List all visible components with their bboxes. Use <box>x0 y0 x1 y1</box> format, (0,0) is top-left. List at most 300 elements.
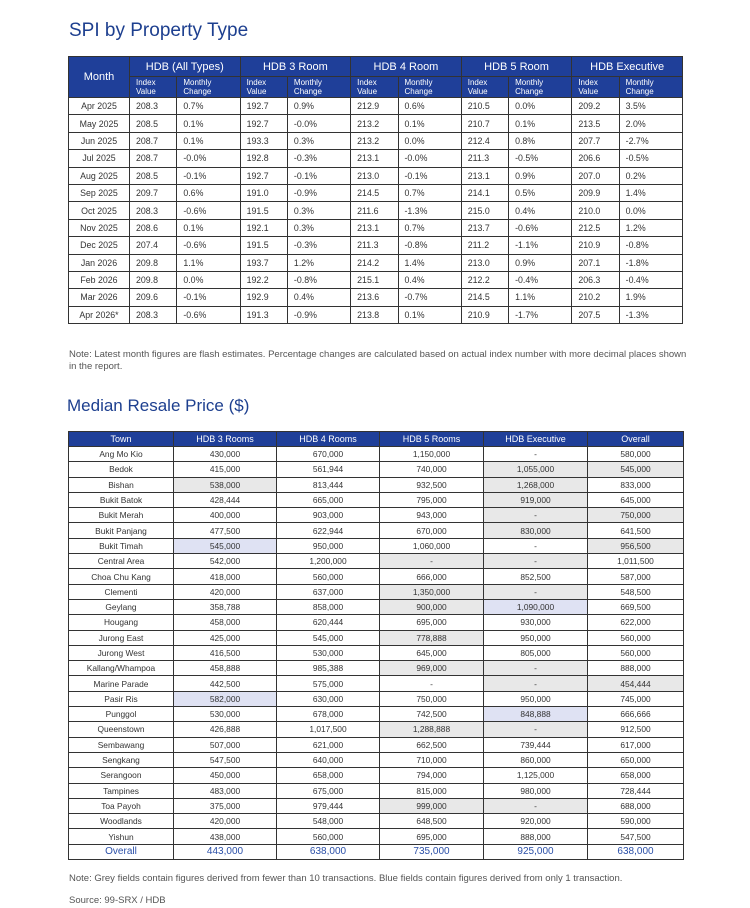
price-cell: 740,000 <box>380 462 484 477</box>
price-cell: 985,388 <box>277 661 380 676</box>
spi-change-cell: 1.9% <box>619 289 682 306</box>
price-cell: 739,444 <box>484 737 588 752</box>
spi-change-cell: -0.6% <box>177 202 240 219</box>
spi-header-3room: HDB 3 Room <box>240 57 351 77</box>
spi-change-cell: 0.4% <box>509 202 572 219</box>
median-row <box>69 676 684 691</box>
spi-index-cell: 192.8 <box>240 150 287 167</box>
spi-table <box>68 56 683 324</box>
spi-change-cell: 0.5% <box>509 184 572 201</box>
town-cell: Marine Parade <box>69 676 174 691</box>
spi-change-cell: 0.1% <box>398 115 461 132</box>
spi-index-cell: 207.1 <box>572 254 619 271</box>
spi-change-cell: -0.1% <box>177 289 240 306</box>
spi-index-cell: 191.5 <box>240 237 287 254</box>
spi-index-cell: 191.0 <box>240 184 287 201</box>
spi-row <box>69 98 683 115</box>
spi-index-cell: 192.7 <box>240 115 287 132</box>
spi-index-cell: 192.7 <box>240 167 287 184</box>
price-cell: 980,000 <box>484 783 588 798</box>
spi-index-cell: 213.0 <box>461 254 508 271</box>
price-cell: 999,000 <box>380 798 484 813</box>
median-price-table <box>68 431 684 860</box>
price-cell: 860,000 <box>484 752 588 767</box>
median-row <box>69 661 684 676</box>
town-cell: Hougang <box>69 615 174 630</box>
source-note: Source: 99-SRX / HDB <box>69 895 166 906</box>
town-cell: Choa Chu Kang <box>69 569 174 584</box>
price-cell: 587,000 <box>588 569 684 584</box>
price-cell: 530,000 <box>174 707 277 722</box>
spi-change-cell: -0.6% <box>509 219 572 236</box>
spi-index-cell: 191.3 <box>240 306 287 323</box>
price-cell: 666,666 <box>588 707 684 722</box>
spi-change-cell: 1.4% <box>619 184 682 201</box>
spi-change-cell: 0.3% <box>287 202 350 219</box>
spi-subheader-index: Index Value <box>240 77 287 98</box>
price-cell: - <box>380 554 484 569</box>
overall-price-cell: 638,000 <box>277 844 380 859</box>
spi-subheader-change: Monthly Change <box>287 77 350 98</box>
median-row <box>69 492 684 507</box>
spi-change-cell: 1.2% <box>287 254 350 271</box>
price-cell: 833,000 <box>588 477 684 492</box>
overall-price-cell: 638,000 <box>588 844 684 859</box>
median-row <box>69 523 684 538</box>
price-cell: 418,000 <box>174 569 277 584</box>
price-cell: 560,000 <box>277 829 380 844</box>
spi-index-cell: 214.5 <box>351 184 398 201</box>
price-cell: 582,000 <box>174 691 277 706</box>
spi-month-cell: Apr 2025 <box>69 98 130 115</box>
price-cell: 888,000 <box>484 829 588 844</box>
price-cell: 590,000 <box>588 814 684 829</box>
spi-change-cell: 0.2% <box>619 167 682 184</box>
median-row <box>69 645 684 660</box>
town-cell: Bedok <box>69 462 174 477</box>
town-cell: Sembawang <box>69 737 174 752</box>
price-cell: 956,500 <box>588 538 684 553</box>
median-row <box>69 737 684 752</box>
spi-index-cell: 213.7 <box>461 219 508 236</box>
price-cell: 547,500 <box>588 829 684 844</box>
spi-subheader-change: Monthly Change <box>619 77 682 98</box>
spi-change-cell: -0.9% <box>287 306 350 323</box>
spi-table-body <box>69 98 683 324</box>
town-cell: Jurong West <box>69 645 174 660</box>
spi-change-cell: 1.1% <box>509 289 572 306</box>
spi-change-cell: 0.9% <box>287 98 350 115</box>
spi-row <box>69 306 683 323</box>
spi-index-cell: 208.3 <box>130 306 177 323</box>
price-cell: 358,788 <box>174 599 277 614</box>
spi-header-row <box>69 57 683 77</box>
median-header-exec: HDB Executive <box>484 432 588 447</box>
town-cell: Serangoon <box>69 768 174 783</box>
spi-index-cell: 208.5 <box>130 167 177 184</box>
town-cell: Toa Payoh <box>69 798 174 813</box>
town-cell: Clementi <box>69 584 174 599</box>
price-cell: 1,017,500 <box>277 722 380 737</box>
town-cell: Woodlands <box>69 814 174 829</box>
spi-index-cell: 212.9 <box>351 98 398 115</box>
spi-row <box>69 167 683 184</box>
spi-change-cell: 0.9% <box>509 254 572 271</box>
spi-row <box>69 271 683 288</box>
overall-price-cell: 735,000 <box>380 844 484 859</box>
spi-change-cell: 0.1% <box>509 115 572 132</box>
spi-change-cell: -1.8% <box>619 254 682 271</box>
spi-header-5room: HDB 5 Room <box>461 57 572 77</box>
spi-index-cell: 192.7 <box>240 98 287 115</box>
price-cell: 645,000 <box>380 645 484 660</box>
town-cell: Bukit Panjang <box>69 523 174 538</box>
price-cell: 969,000 <box>380 661 484 676</box>
spi-change-cell: -0.8% <box>287 271 350 288</box>
spi-header-all: HDB (All Types) <box>130 57 241 77</box>
price-cell: 695,000 <box>380 615 484 630</box>
spi-month-cell: Feb 2026 <box>69 271 130 288</box>
price-cell: 888,000 <box>588 661 684 676</box>
price-cell: 930,000 <box>484 615 588 630</box>
spi-index-cell: 209.8 <box>130 254 177 271</box>
price-cell: - <box>484 676 588 691</box>
spi-change-cell: 1.1% <box>177 254 240 271</box>
spi-index-cell: 209.6 <box>130 289 177 306</box>
spi-index-cell: 207.7 <box>572 132 619 149</box>
price-cell: 575,000 <box>277 676 380 691</box>
median-header-4rooms: HDB 4 Rooms <box>277 432 380 447</box>
overall-label-cell: Overall <box>69 844 174 859</box>
median-row <box>69 798 684 813</box>
spi-index-cell: 207.5 <box>572 306 619 323</box>
median-row <box>69 722 684 737</box>
price-cell: 1,200,000 <box>277 554 380 569</box>
price-cell: 1,125,000 <box>484 768 588 783</box>
spi-change-cell: -1.3% <box>619 306 682 323</box>
price-cell: 560,000 <box>588 645 684 660</box>
spi-index-cell: 209.2 <box>572 98 619 115</box>
spi-subheader-change: Monthly Change <box>177 77 240 98</box>
spi-row <box>69 289 683 306</box>
town-cell: Sengkang <box>69 752 174 767</box>
spi-index-cell: 191.5 <box>240 202 287 219</box>
price-cell: 450,000 <box>174 768 277 783</box>
spi-index-cell: 214.1 <box>461 184 508 201</box>
median-overall-row <box>69 844 684 859</box>
median-row <box>69 462 684 477</box>
price-cell: 900,000 <box>380 599 484 614</box>
price-cell: 641,500 <box>588 523 684 538</box>
price-cell: 932,500 <box>380 477 484 492</box>
spi-change-cell: 0.3% <box>287 219 350 236</box>
spi-index-cell: 192.9 <box>240 289 287 306</box>
price-cell: 442,500 <box>174 676 277 691</box>
spi-index-cell: 209.8 <box>130 271 177 288</box>
spi-change-cell: 0.0% <box>619 202 682 219</box>
price-cell: 622,000 <box>588 615 684 630</box>
price-cell: 852,500 <box>484 569 588 584</box>
spi-change-cell: -0.1% <box>177 167 240 184</box>
spi-index-cell: 210.5 <box>461 98 508 115</box>
price-cell: 458,000 <box>174 615 277 630</box>
spi-change-cell: -0.8% <box>619 237 682 254</box>
price-cell: 688,000 <box>588 798 684 813</box>
spi-change-cell: -1.3% <box>398 202 461 219</box>
spi-change-cell: 0.6% <box>177 184 240 201</box>
median-row <box>69 691 684 706</box>
spi-month-cell: May 2025 <box>69 115 130 132</box>
spi-index-cell: 213.1 <box>351 219 398 236</box>
price-cell: 943,000 <box>380 508 484 523</box>
spi-change-cell: 0.9% <box>509 167 572 184</box>
spi-index-cell: 214.2 <box>351 254 398 271</box>
spi-month-cell: Jan 2026 <box>69 254 130 271</box>
median-header-3rooms: HDB 3 Rooms <box>174 432 277 447</box>
price-cell: 617,000 <box>588 737 684 752</box>
price-cell: 750,000 <box>380 691 484 706</box>
price-cell: 903,000 <box>277 508 380 523</box>
median-note: Note: Grey fields contain figures derived from fewer than 10 transactions. Blue fields contain figures derived from only 1 transaction. <box>69 873 623 884</box>
spi-index-cell: 211.2 <box>461 237 508 254</box>
spi-index-cell: 213.6 <box>351 289 398 306</box>
spi-index-cell: 213.0 <box>351 167 398 184</box>
price-cell: - <box>484 447 588 462</box>
price-cell: 621,000 <box>277 737 380 752</box>
spi-index-cell: 211.3 <box>461 150 508 167</box>
median-row <box>69 829 684 844</box>
town-cell: Bishan <box>69 477 174 492</box>
spi-change-cell: -2.7% <box>619 132 682 149</box>
median-row <box>69 707 684 722</box>
spi-change-cell: 0.1% <box>398 306 461 323</box>
price-cell: 1,011,500 <box>588 554 684 569</box>
price-cell: 420,000 <box>174 584 277 599</box>
price-cell: 662,500 <box>380 737 484 752</box>
spi-change-cell: 0.4% <box>398 271 461 288</box>
spi-change-cell: 2.0% <box>619 115 682 132</box>
price-cell: 979,444 <box>277 798 380 813</box>
spi-month-cell: Oct 2025 <box>69 202 130 219</box>
price-cell: - <box>484 722 588 737</box>
spi-title: SPI by Property Type <box>69 20 249 41</box>
price-cell: 695,000 <box>380 829 484 844</box>
median-row <box>69 768 684 783</box>
price-cell: - <box>484 661 588 676</box>
spi-index-cell: 213.1 <box>351 150 398 167</box>
price-cell: - <box>484 538 588 553</box>
spi-row <box>69 237 683 254</box>
spi-change-cell: 0.0% <box>177 271 240 288</box>
price-cell: 561,944 <box>277 462 380 477</box>
spi-row <box>69 115 683 132</box>
spi-index-cell: 210.9 <box>572 237 619 254</box>
price-cell: 1,055,000 <box>484 462 588 477</box>
price-cell: 666,000 <box>380 569 484 584</box>
median-row <box>69 584 684 599</box>
price-cell: 813,444 <box>277 477 380 492</box>
spi-change-cell: -1.7% <box>509 306 572 323</box>
price-cell: 622,944 <box>277 523 380 538</box>
price-cell: 416,500 <box>174 645 277 660</box>
spi-month-cell: Aug 2025 <box>69 167 130 184</box>
town-cell: Punggol <box>69 707 174 722</box>
price-cell: 912,500 <box>588 722 684 737</box>
price-cell: 426,888 <box>174 722 277 737</box>
price-cell: 477,500 <box>174 523 277 538</box>
price-cell: 1,150,000 <box>380 447 484 462</box>
spi-index-cell: 208.3 <box>130 202 177 219</box>
price-cell: 560,000 <box>588 630 684 645</box>
median-header-5rooms: HDB 5 Rooms <box>380 432 484 447</box>
spi-month-cell: Nov 2025 <box>69 219 130 236</box>
price-cell: 620,444 <box>277 615 380 630</box>
spi-change-cell: 0.7% <box>398 184 461 201</box>
price-cell: 805,000 <box>484 645 588 660</box>
spi-subheader-index: Index Value <box>572 77 619 98</box>
spi-change-cell: -0.0% <box>287 115 350 132</box>
median-row <box>69 599 684 614</box>
town-cell: Bukit Batok <box>69 492 174 507</box>
price-cell: 858,000 <box>277 599 380 614</box>
price-cell: 645,000 <box>588 492 684 507</box>
spi-month-cell: Dec 2025 <box>69 237 130 254</box>
town-cell: Ang Mo Kio <box>69 447 174 462</box>
price-cell: 1,090,000 <box>484 599 588 614</box>
spi-change-cell: -0.8% <box>398 237 461 254</box>
price-cell: 669,500 <box>588 599 684 614</box>
spi-index-cell: 210.0 <box>572 202 619 219</box>
price-cell: 548,000 <box>277 814 380 829</box>
spi-change-cell: 0.0% <box>509 98 572 115</box>
price-cell: 710,000 <box>380 752 484 767</box>
spi-index-cell: 215.1 <box>351 271 398 288</box>
spi-subheader-index: Index Value <box>461 77 508 98</box>
spi-index-cell: 209.9 <box>572 184 619 201</box>
spi-index-cell: 213.2 <box>351 132 398 149</box>
spi-index-cell: 211.3 <box>351 237 398 254</box>
spi-index-cell: 193.3 <box>240 132 287 149</box>
price-cell: 1,060,000 <box>380 538 484 553</box>
spi-index-cell: 212.4 <box>461 132 508 149</box>
median-row <box>69 569 684 584</box>
price-cell: 745,000 <box>588 691 684 706</box>
price-cell: 400,000 <box>174 508 277 523</box>
spi-change-cell: -0.3% <box>287 150 350 167</box>
price-cell: 670,000 <box>277 447 380 462</box>
overall-price-cell: 925,000 <box>484 844 588 859</box>
price-cell: 794,000 <box>380 768 484 783</box>
price-cell: 438,000 <box>174 829 277 844</box>
price-cell: 545,000 <box>277 630 380 645</box>
price-cell: 750,000 <box>588 508 684 523</box>
spi-index-cell: 208.5 <box>130 115 177 132</box>
price-cell: 742,500 <box>380 707 484 722</box>
price-cell: 650,000 <box>588 752 684 767</box>
spi-row <box>69 184 683 201</box>
town-cell: Jurong East <box>69 630 174 645</box>
spi-month-cell: Mar 2026 <box>69 289 130 306</box>
median-title: Median Resale Price ($) <box>67 396 250 415</box>
median-row <box>69 783 684 798</box>
spi-subheader-index: Index Value <box>130 77 177 98</box>
price-cell: 530,000 <box>277 645 380 660</box>
spi-subheader-row <box>69 77 683 98</box>
spi-index-cell: 193.7 <box>240 254 287 271</box>
spi-change-cell: -0.1% <box>398 167 461 184</box>
spi-month-cell: Apr 2026* <box>69 306 130 323</box>
price-cell: 950,000 <box>277 538 380 553</box>
spi-change-cell: -0.5% <box>619 150 682 167</box>
spi-index-cell: 213.8 <box>351 306 398 323</box>
spi-index-cell: 208.7 <box>130 132 177 149</box>
spi-month-cell: Sep 2025 <box>69 184 130 201</box>
price-cell: 538,000 <box>174 477 277 492</box>
price-cell: 545,000 <box>588 462 684 477</box>
spi-row <box>69 254 683 271</box>
price-cell: 547,500 <box>174 752 277 767</box>
median-row <box>69 554 684 569</box>
spi-note: Note: Latest month figures are flash estimates. Percentage changes are calculated based on actual index number with more decimal places shown in the report. <box>69 349 687 372</box>
spi-subheader-change: Monthly Change <box>509 77 572 98</box>
price-cell: 630,000 <box>277 691 380 706</box>
spi-subheader-change: Monthly Change <box>398 77 461 98</box>
median-table-body <box>69 447 684 860</box>
price-cell: 665,000 <box>277 492 380 507</box>
price-cell: - <box>484 508 588 523</box>
price-cell: 815,000 <box>380 783 484 798</box>
spi-row <box>69 219 683 236</box>
spi-header-4room: HDB 4 Room <box>351 57 462 77</box>
median-row <box>69 630 684 645</box>
spi-change-cell: -1.1% <box>509 237 572 254</box>
spi-index-cell: 212.5 <box>572 219 619 236</box>
price-cell: 375,000 <box>174 798 277 813</box>
spi-change-cell: -0.7% <box>398 289 461 306</box>
spi-change-cell: 3.5% <box>619 98 682 115</box>
spi-change-cell: 1.4% <box>398 254 461 271</box>
town-cell: Tampines <box>69 783 174 798</box>
spi-change-cell: 0.0% <box>398 132 461 149</box>
town-cell: Queenstown <box>69 722 174 737</box>
price-cell: 637,000 <box>277 584 380 599</box>
price-cell: 542,000 <box>174 554 277 569</box>
price-cell: - <box>484 798 588 813</box>
price-cell: 425,000 <box>174 630 277 645</box>
spi-change-cell: -0.3% <box>287 237 350 254</box>
town-cell: Geylang <box>69 599 174 614</box>
price-cell: 580,000 <box>588 447 684 462</box>
spi-index-cell: 208.6 <box>130 219 177 236</box>
median-row <box>69 508 684 523</box>
town-cell: Yishun <box>69 829 174 844</box>
spi-index-cell: 213.2 <box>351 115 398 132</box>
spi-change-cell: 0.8% <box>509 132 572 149</box>
price-cell: 458,888 <box>174 661 277 676</box>
town-cell: Kallang/Whampoa <box>69 661 174 676</box>
price-cell: 919,000 <box>484 492 588 507</box>
spi-change-cell: -0.6% <box>177 237 240 254</box>
spi-index-cell: 209.7 <box>130 184 177 201</box>
spi-row <box>69 202 683 219</box>
price-cell: 1,268,000 <box>484 477 588 492</box>
price-cell: 675,000 <box>277 783 380 798</box>
spi-index-cell: 213.1 <box>461 167 508 184</box>
median-header-overall: Overall <box>588 432 684 447</box>
price-cell: 728,444 <box>588 783 684 798</box>
spi-change-cell: 0.1% <box>177 132 240 149</box>
price-cell: 658,000 <box>277 768 380 783</box>
